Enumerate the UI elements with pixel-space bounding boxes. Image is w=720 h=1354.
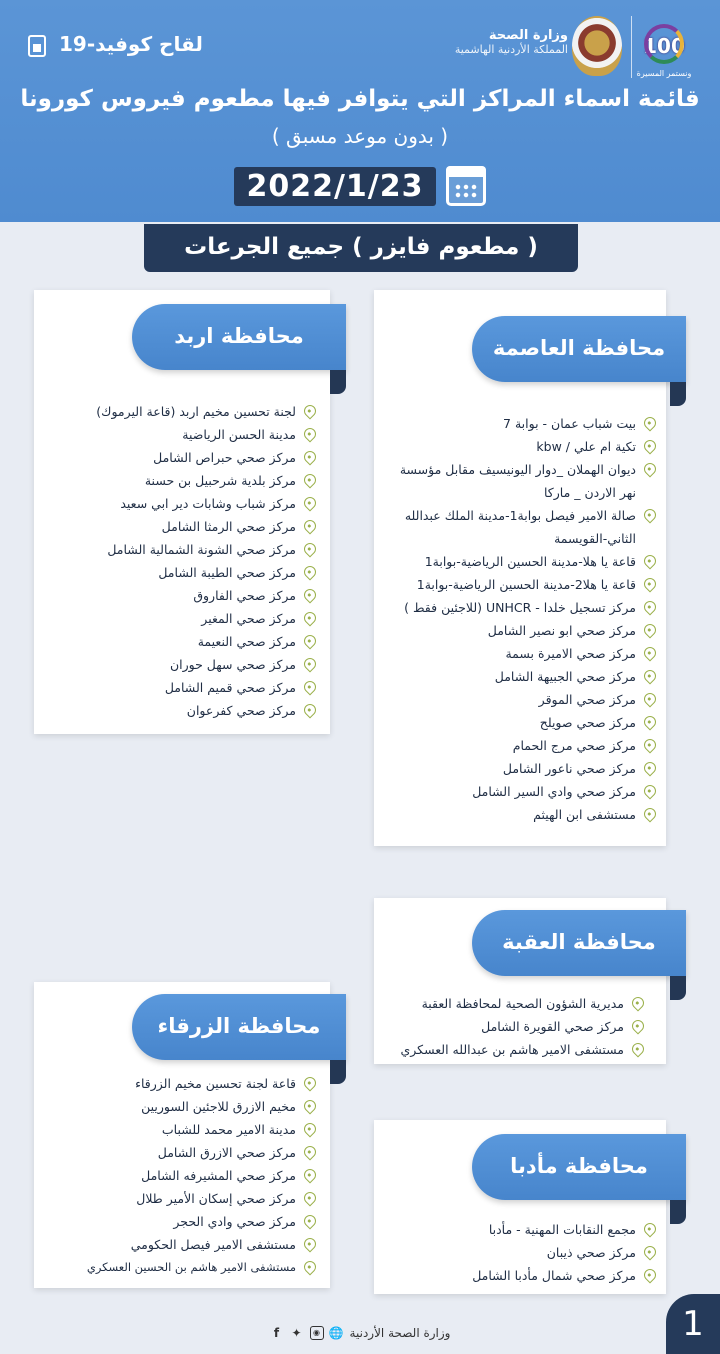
- location-pin-icon: [642, 1221, 659, 1238]
- list-item: مركز صحي الشونة الشمالية الشامل: [46, 538, 316, 561]
- location-pin-icon: [642, 645, 659, 662]
- list-item: لجنة تحسين مخيم اربد (قاعة اليرموك): [46, 400, 316, 423]
- gov-tab-aqaba: [472, 910, 686, 976]
- list-item: مدينة الامير محمد للشباب: [38, 1118, 316, 1141]
- list-item: مركز صحي ناعور الشامل: [396, 757, 656, 780]
- gov-tab-madaba: [472, 1134, 686, 1200]
- list-item: ديوان الهملان _دوار اليونيسيف مقابل مؤسسة نهر الاردن _ ماركا: [396, 458, 656, 504]
- gov-name-amman: محافظة العاصمة: [492, 336, 666, 360]
- location-pin-icon: [642, 668, 659, 685]
- location-pin-icon: [642, 1244, 659, 1261]
- tab-fold: [670, 1200, 686, 1224]
- list-irbid: [46, 400, 316, 722]
- location-pin-icon: [642, 806, 659, 823]
- list-item: مركز صحي الجبيهة الشامل: [396, 665, 656, 688]
- list-item: مركز شباب وشابات دير ابي سعيد: [46, 492, 316, 515]
- list-item: مركز صحي الطيبة الشامل: [46, 561, 316, 584]
- facebook-icon[interactable]: f: [273, 1326, 280, 1340]
- list-amman: [396, 412, 656, 826]
- list-item: مركز صحي شمال مأدبا الشامل: [396, 1264, 656, 1287]
- calendar-icon: [446, 166, 486, 206]
- list-item: قاعة يا هلا-مدينة الحسين الرياضية-بوابة1: [396, 550, 656, 573]
- location-pin-icon: [302, 426, 319, 443]
- vaccine-vial-icon: [28, 35, 46, 57]
- location-pin-icon: [302, 495, 319, 512]
- list-item: مستشفى الامير فيصل الحكومي: [38, 1233, 316, 1256]
- list-item: مركز صحي وادي الحجر: [38, 1210, 316, 1233]
- list-item: مركز صحي المغير: [46, 607, 316, 630]
- location-pin-icon: [642, 1267, 659, 1284]
- location-pin-icon: [642, 760, 659, 777]
- location-pin-icon: [642, 622, 659, 639]
- location-pin-icon: [302, 656, 319, 673]
- location-pin-icon: [302, 1213, 319, 1230]
- footer-text: وزارة الصحة الأردنية: [349, 1326, 451, 1340]
- list-item: مركز صحي ابو نصير الشامل: [396, 619, 656, 642]
- location-pin-icon: [302, 1259, 319, 1276]
- location-pin-icon: [642, 691, 659, 708]
- jordan-emblem-icon: [572, 16, 622, 76]
- location-pin-icon: [302, 1121, 319, 1138]
- location-pin-icon: [302, 1144, 319, 1161]
- list-item: قاعة لجنة تحسين مخيم الزرقاء: [38, 1072, 316, 1095]
- location-pin-icon: [642, 507, 659, 524]
- globe-icon[interactable]: 🌐: [328, 1326, 344, 1340]
- ministry-name: [455, 28, 568, 56]
- location-pin-icon: [302, 587, 319, 604]
- location-pin-icon: [302, 403, 319, 420]
- location-pin-icon: [302, 518, 319, 535]
- page-number: 1: [666, 1294, 720, 1354]
- list-item: مركز صحي حبراص الشامل: [46, 446, 316, 469]
- gov-name-madaba: محافظة مأدبا: [510, 1154, 648, 1178]
- location-pin-icon: [642, 783, 659, 800]
- list-item: مدينة الحسن الرياضية: [46, 423, 316, 446]
- list-madaba: [396, 1218, 656, 1287]
- location-pin-icon: [302, 1190, 319, 1207]
- list-item: مستشفى الامير هاشم بن الحسين العسكري: [38, 1256, 316, 1279]
- list-item: مركز صحي الفاروق: [46, 584, 316, 607]
- location-pin-icon: [302, 1098, 319, 1115]
- location-pin-icon: [302, 449, 319, 466]
- location-pin-icon: [642, 737, 659, 754]
- list-item: صالة الامير فيصل بوابة1-مدينة الملك عبدالله الثاني-القويسمة: [396, 504, 656, 550]
- date-label: 2022/1/23: [234, 167, 435, 206]
- location-pin-icon: [302, 1167, 319, 1184]
- list-item: مركز صحي المشيرفه الشامل: [38, 1164, 316, 1187]
- location-pin-icon: [642, 576, 659, 593]
- centennial-number: 100: [643, 34, 685, 58]
- location-pin-icon: [642, 714, 659, 731]
- header-top: [0, 10, 720, 80]
- list-item: مركز صحي النعيمة: [46, 630, 316, 653]
- tab-fold: [330, 370, 346, 394]
- tab-fold: [330, 1060, 346, 1084]
- tab-fold: [670, 976, 686, 1000]
- location-pin-icon: [302, 1075, 319, 1092]
- ministry-line2: المملكة الأردنية الهاشمية: [454, 43, 568, 56]
- gov-name-zarqa: محافظة الزرقاء: [157, 1014, 321, 1038]
- list-item: مركز صحي الاميرة بسمة: [396, 642, 656, 665]
- gov-tab-amman: [472, 316, 686, 382]
- list-item: مركز صحي صويلح: [396, 711, 656, 734]
- vaccine-banner: ( مطعوم فايزر ) جميع الجرعات: [144, 224, 578, 272]
- list-item: مركز صحي الموقر: [396, 688, 656, 711]
- location-pin-icon: [642, 461, 659, 478]
- list-aqaba: [374, 992, 644, 1061]
- list-item: مركز صحي كفرعوان: [46, 699, 316, 722]
- date-row: [0, 166, 720, 206]
- list-item: مديرية الشؤون الصحية لمحافظة العقبة: [374, 992, 644, 1015]
- gov-name-irbid: محافظة اربد: [174, 324, 304, 348]
- header-banner: [0, 0, 720, 222]
- list-item: قاعة يا هلا2-مدينة الحسين الرياضية-بوابة1: [396, 573, 656, 596]
- list-zarqa: [38, 1072, 316, 1279]
- location-pin-icon: [302, 1236, 319, 1253]
- gov-tab-zarqa: [132, 994, 346, 1060]
- location-pin-icon: [302, 633, 319, 650]
- gov-tab-irbid: [132, 304, 346, 370]
- centennial-ring-icon: [644, 24, 684, 64]
- location-pin-icon: [630, 1041, 647, 1058]
- gov-name-aqaba: محافظة العقبة: [502, 930, 656, 954]
- list-item: مستشفى ابن الهيثم: [396, 803, 656, 826]
- list-item: مركز صحي الازرق الشامل: [38, 1141, 316, 1164]
- page-title: قائمة اسماء المراكز التي يتوافر فيها مطعوم فيروس كورونا: [20, 86, 700, 112]
- list-item: مركز صحي قميم الشامل: [46, 676, 316, 699]
- page-subtitle: ( بدون موعد مسبق ): [271, 124, 449, 148]
- location-pin-icon: [630, 1018, 647, 1035]
- covid-label-text: لقاح كوفيد-19: [58, 32, 203, 56]
- location-pin-icon: [302, 702, 319, 719]
- covid-label: [28, 32, 203, 57]
- list-item: مركز صحي ذيبان: [396, 1241, 656, 1264]
- centennial-logo: [638, 16, 690, 78]
- list-item: مركز صحي الرمثا الشامل: [46, 515, 316, 538]
- location-pin-icon: [302, 564, 319, 581]
- location-pin-icon: [642, 599, 659, 616]
- list-item: مركز صحي إسكان الأمير طلال: [38, 1187, 316, 1210]
- ministry-line1: وزارة الصحة: [488, 28, 568, 43]
- location-pin-icon: [302, 679, 319, 696]
- list-item: بيت شباب عمان - بوابة 7: [396, 412, 656, 435]
- list-item: مركز بلدية شرحبيل بن حسنة: [46, 469, 316, 492]
- location-pin-icon: [642, 438, 659, 455]
- list-item: مركز صحي سهل حوران: [46, 653, 316, 676]
- list-item: مركز صحي القويرة الشامل: [374, 1015, 644, 1038]
- location-pin-icon: [630, 995, 647, 1012]
- list-item: تكية ام علي / kbw: [396, 435, 656, 458]
- tab-fold: [670, 382, 686, 406]
- instagram-icon[interactable]: ◉: [310, 1326, 324, 1340]
- list-item: مركز صحي مرج الحمام: [396, 734, 656, 757]
- footer: [0, 1326, 720, 1340]
- location-pin-icon: [642, 553, 659, 570]
- twitter-icon[interactable]: ✦: [291, 1326, 302, 1340]
- list-item: مجمع النقابات المهنية - مأدبا: [396, 1218, 656, 1241]
- list-item: مستشفى الامير هاشم بن عبدالله العسكري: [374, 1038, 644, 1061]
- list-item: مخيم الازرق للاجئين السوريين: [38, 1095, 316, 1118]
- location-pin-icon: [302, 541, 319, 558]
- location-pin-icon: [642, 415, 659, 432]
- centennial-sub: ونستمر المسيرة: [636, 69, 692, 78]
- list-item: مركز صحي وادي السير الشامل: [396, 780, 656, 803]
- location-pin-icon: [302, 610, 319, 627]
- location-pin-icon: [302, 472, 319, 489]
- list-item: مركز تسجيل خلدا - UNHCR (للاجئين فقط ): [396, 596, 656, 619]
